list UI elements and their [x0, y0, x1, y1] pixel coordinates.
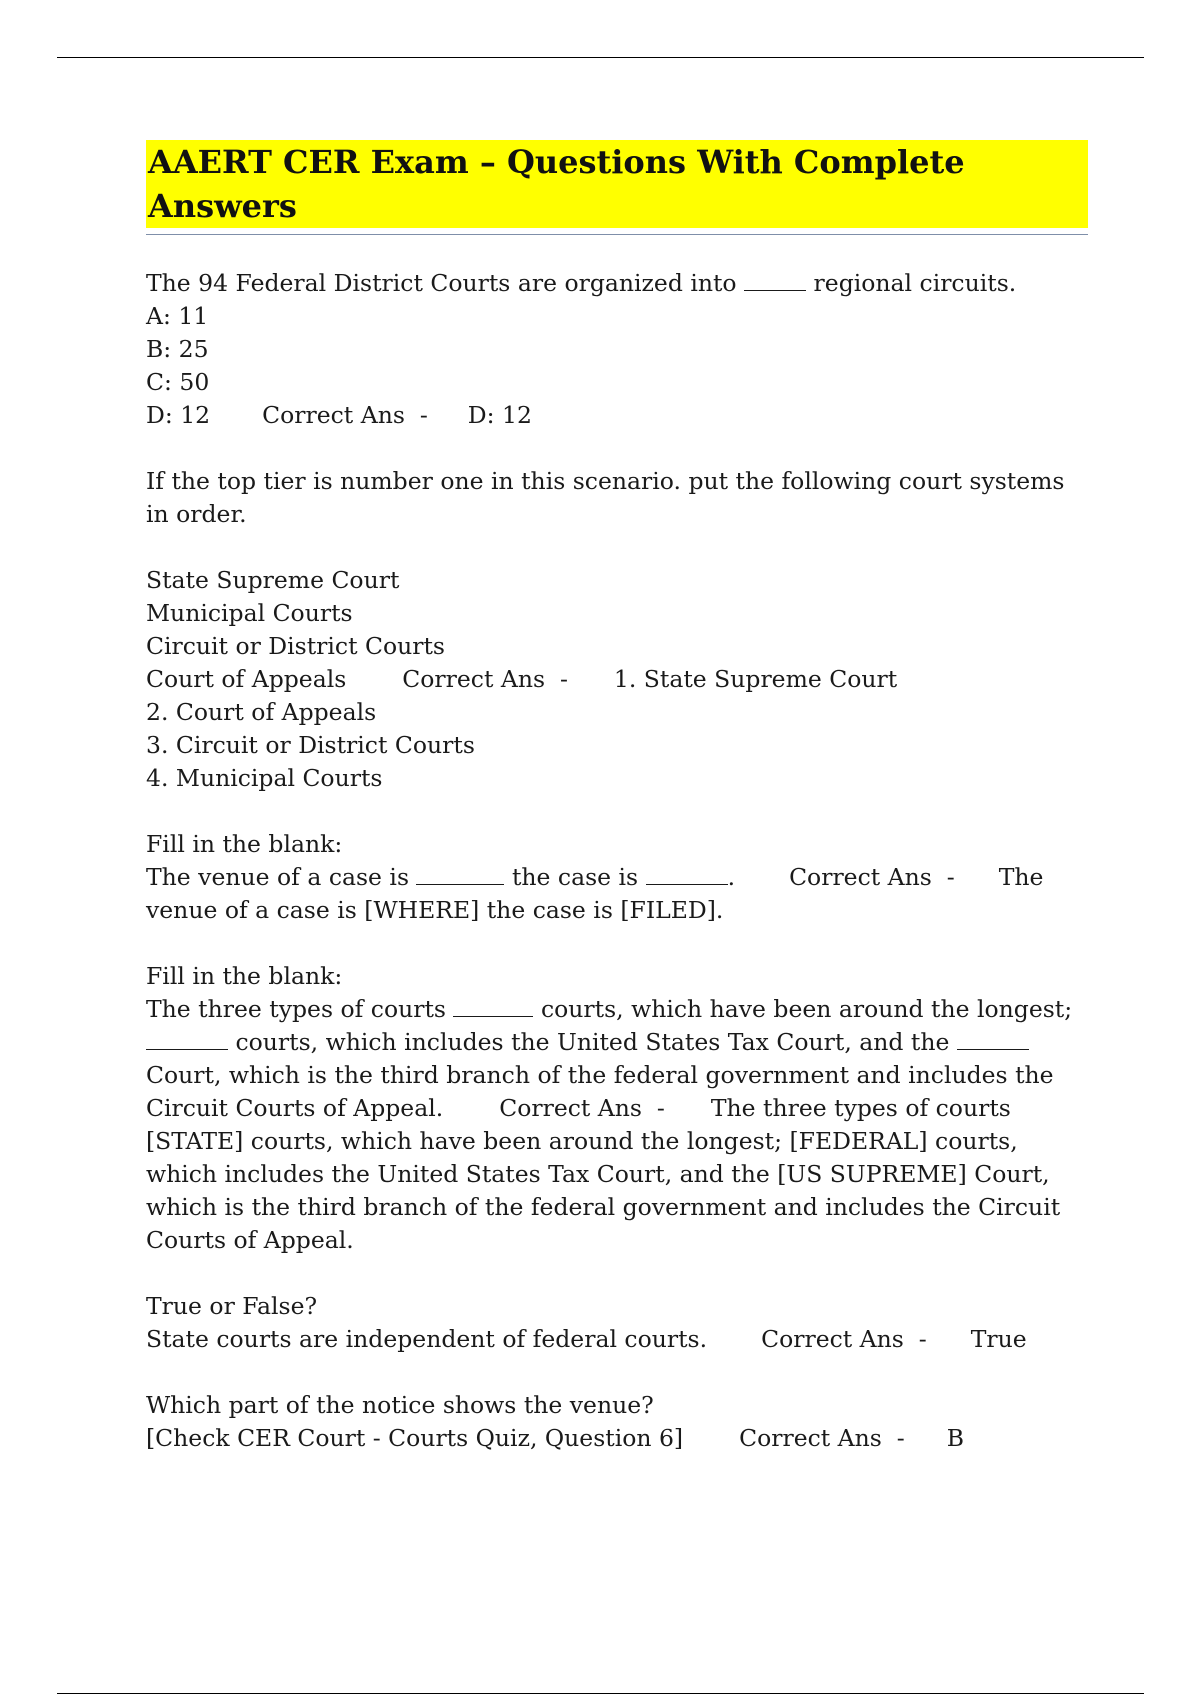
q4-line2-a: courts, which includes the United States Tax Court, and the — [235, 1028, 950, 1056]
q1-option-a: A: 11 — [146, 302, 209, 330]
q1-option-d-row — [146, 399, 1088, 432]
q4-line1-b: courts, which have been around the longest; — [540, 995, 1073, 1023]
q1-option-c: C: 50 — [146, 368, 210, 396]
q4-blank-2 — [146, 1027, 228, 1050]
q2-item-1: State Supreme Court — [146, 566, 400, 594]
q4-correct-label: Correct Ans - — [499, 1094, 665, 1122]
q4-heading: Fill in the blank: — [146, 962, 343, 990]
document-page — [146, 140, 1088, 1455]
q6-answer: B — [946, 1424, 964, 1452]
q4-line4-row — [146, 1092, 1088, 1125]
q3-blank-2 — [646, 862, 728, 885]
q5-row — [146, 1323, 1088, 1356]
q2-item-4: Court of Appeals — [146, 665, 347, 693]
q5-stem: State courts are independent of federal courts. — [146, 1325, 708, 1353]
q1-option-d: D: 12 — [146, 401, 211, 429]
q3-part1: The venue of a case is — [146, 863, 409, 891]
q6-correct-label: Correct Ans - — [739, 1424, 905, 1452]
q4-line1 — [146, 993, 1088, 1026]
q4-line1-a: The three types of courts — [146, 995, 446, 1023]
document-title: AAERT CER Exam – Questions With Complete Answers — [146, 140, 1088, 228]
q3-heading: Fill in the blank: — [146, 830, 343, 858]
q3-answer-start: The — [998, 863, 1044, 891]
document-body — [146, 267, 1088, 1455]
q2-answer-3: 3. Circuit or District Courts — [146, 731, 475, 759]
q2-answer-4: 4. Municipal Courts — [146, 764, 383, 792]
q2-stem-line1: If the top tier is number one in this scenario. put the following court systems — [146, 467, 1065, 495]
q5-answer: True — [970, 1325, 1027, 1353]
q2-answer-2: 2. Court of Appeals — [146, 698, 377, 726]
header-rule — [57, 57, 1144, 58]
q1-stem — [146, 267, 1088, 300]
q2-stem-line2: in order. — [146, 500, 247, 528]
q6-row — [146, 1422, 1088, 1455]
q2-correct-label: Correct Ans - — [402, 665, 568, 693]
q4-line4: Circuit Courts of Appeal. — [146, 1094, 444, 1122]
q3-blank-1 — [416, 862, 504, 885]
q1-stem-after: regional circuits. — [813, 269, 1017, 297]
q4-answer-line2: [STATE] courts, which have been around the longest; [FEDERAL] courts, — [146, 1127, 1018, 1155]
q4-line3: Court, which is the third branch of the federal government and includes the — [146, 1061, 1054, 1089]
q1-stem-before: The 94 Federal District Courts are organized into — [146, 269, 737, 297]
q4-answer-line3: which includes the United States Tax Court, and the [US SUPREME] Court, — [146, 1160, 1050, 1188]
q5-heading: True or False? — [146, 1292, 318, 1320]
q3-part3: . — [727, 863, 736, 891]
q1-blank — [744, 268, 806, 291]
q2-item-4-row — [146, 663, 1088, 696]
q3-part2: the case is — [511, 863, 639, 891]
q3-answer-rest: venue of a case is [WHERE] the case is [FILED]. — [146, 896, 724, 924]
q3-correct-label: Correct Ans - — [789, 863, 955, 891]
q2-answer-1: 1. State Supreme Court — [613, 665, 898, 693]
q5-correct-label: Correct Ans - — [761, 1325, 927, 1353]
q1-correct-label: Correct Ans - — [262, 401, 428, 429]
q3-stem-row — [146, 861, 1088, 894]
q4-line2 — [146, 1026, 1088, 1059]
q6-stem-line2: [Check CER Court - Courts Quiz, Question 6] — [146, 1424, 684, 1452]
q4-answer-line1: The three types of courts — [710, 1094, 1011, 1122]
q2-item-2: Municipal Courts — [146, 599, 353, 627]
footer-rule — [57, 1693, 1144, 1694]
q2-item-3: Circuit or District Courts — [146, 632, 445, 660]
q1-answer: D: 12 — [467, 401, 532, 429]
q4-blank-3 — [957, 1027, 1029, 1050]
q4-answer-line4: which is the third branch of the federal government and includes the Circuit — [146, 1193, 1061, 1221]
q4-blank-1 — [453, 994, 533, 1017]
title-block — [146, 140, 1088, 235]
q1-option-b: B: 25 — [146, 335, 209, 363]
q4-answer-line5: Courts of Appeal. — [146, 1226, 354, 1254]
q6-stem-line1: Which part of the notice shows the venue? — [146, 1391, 654, 1419]
